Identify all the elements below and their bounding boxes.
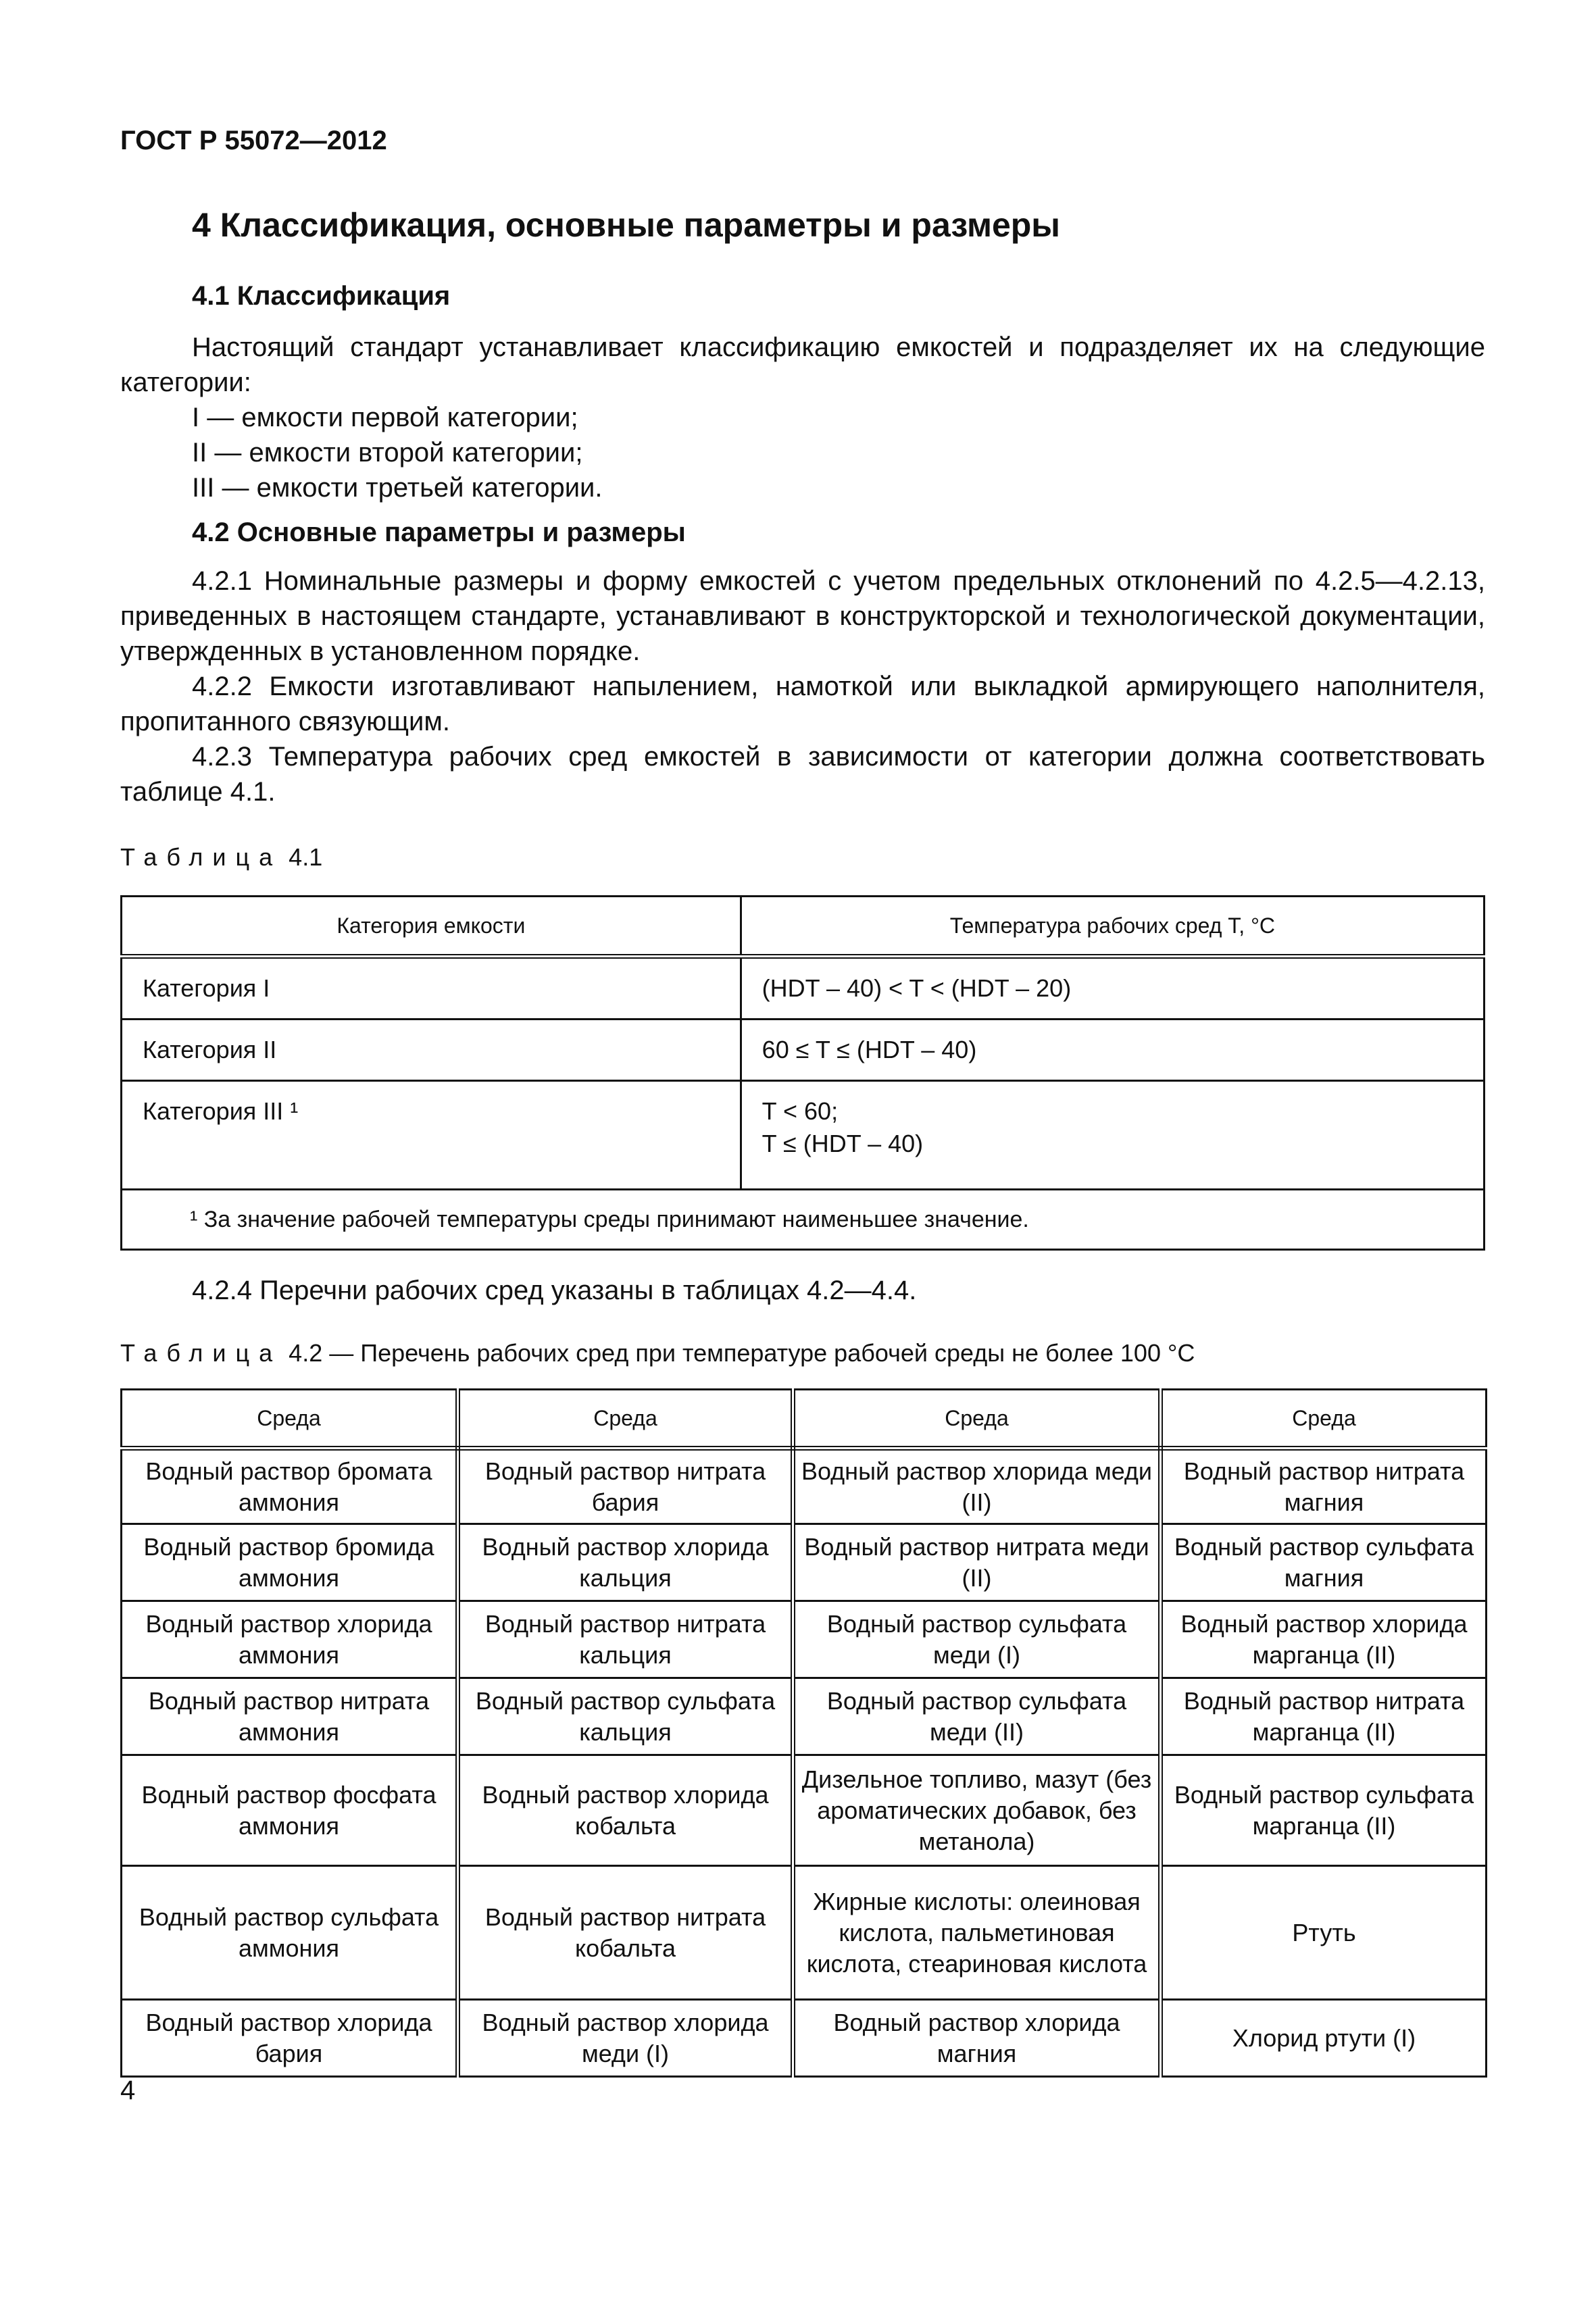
table-cell: Категория I	[122, 957, 741, 1020]
table-cell: Водный раствор нитрата кобальта	[458, 1866, 793, 2000]
table-row	[122, 1020, 1485, 1081]
table-header-cell: Среда	[793, 1390, 1161, 1449]
table-header-cell: Температура рабочих сред T, °C	[741, 897, 1484, 957]
table-4-1-caption	[120, 843, 322, 872]
table-cell: Водный раствор хлорида магния	[793, 2000, 1161, 2077]
table-row	[122, 1755, 1487, 1866]
table-4-2-caption-text: 4.2 — Перечень рабочих сред при температуре рабочей среды не более 100 °C	[289, 1339, 1195, 1367]
table-cell: Водный раствор сульфата кальция	[458, 1678, 793, 1755]
table-header-row	[122, 1390, 1487, 1449]
page-number: 4	[120, 2076, 136, 2105]
table-cell: Жирные кислоты: олеиновая кислота, пальметиновая кислота, стеариновая кислота	[793, 1866, 1161, 2000]
paragraph-4-2-4	[120, 1273, 1485, 1308]
table-cell: Водный раствор сульфата меди (I)	[793, 1601, 1161, 1678]
table-cell: Водный раствор фосфата аммония	[122, 1755, 458, 1866]
paragraph-4-2-2-text: 4.2.2 Емкости изготавливают напылением, намоткой или выкладкой армирующего наполнителя, пропитанного связующим.	[120, 672, 1485, 736]
table-cell: Водный раствор сульфата марганца (II)	[1161, 1755, 1487, 1866]
table-cell: Водный раствор нитрата аммония	[122, 1678, 458, 1755]
table-row	[122, 1524, 1487, 1601]
table-row	[122, 2000, 1487, 2077]
table-header-cell: Среда	[1161, 1390, 1487, 1449]
table-cell-line: T ≤ (HDT – 40)	[762, 1130, 924, 1157]
paragraph-4-2-3-text: 4.2.3 Температура рабочих сред емкостей в зависимости от категории должна соответствовать таблице 4.1.	[120, 742, 1485, 807]
table-cell: Водный раствор хлорида кальция	[458, 1524, 793, 1601]
table-cell: (HDT – 40) < T < (HDT – 20)	[741, 957, 1484, 1020]
table-cell	[741, 1081, 1484, 1190]
table-cell: Водный раствор хлорида меди (II)	[793, 1449, 1161, 1524]
table-cell-line: T < 60;	[762, 1097, 839, 1125]
paragraph-4-2-1-text: 4.2.1 Номинальные размеры и форму емкостей с учетом предельных отклонений по 4.2.5—4.2.13, приведенных в настоящем стандарте, устанавливают в конструкторской и технологической документации, утвержденных в установленном порядке.	[120, 566, 1485, 666]
table-cell: Ртуть	[1161, 1866, 1487, 2000]
table-cell: Водный раствор бромата аммония	[122, 1449, 458, 1524]
paragraph-4-2-2	[120, 669, 1485, 739]
table-footnote: ¹ За значение рабочей температуры среды принимают наименьшее значение.	[122, 1190, 1485, 1250]
table-4-2-caption-word: Таблица	[120, 1339, 282, 1367]
table-row	[122, 1449, 1487, 1524]
subsection-4-1-title: 4.1 Классификация	[192, 281, 451, 311]
table-row	[122, 1866, 1487, 2000]
table-row	[122, 957, 1485, 1020]
subsection-4-2-title: 4.2 Основные параметры и размеры	[192, 518, 686, 547]
table-cell: Водный раствор бромида аммония	[122, 1524, 458, 1601]
table-header-cell: Среда	[458, 1390, 793, 1449]
table-cell: Категория III ¹	[122, 1081, 741, 1190]
table-cell: Водный раствор нитрата магния	[1161, 1449, 1487, 1524]
classification-intro	[120, 330, 1485, 400]
table-cell: Водный раствор нитрата меди (II)	[793, 1524, 1161, 1601]
category-item-3: III — емкости третьей категории.	[192, 473, 603, 503]
table-4-1-caption-word: Таблица	[120, 843, 282, 871]
table-row	[122, 1081, 1485, 1190]
table-4-2	[120, 1388, 1487, 2078]
table-4-1	[120, 895, 1485, 1251]
table-cell: 60 ≤ T ≤ (HDT – 40)	[741, 1020, 1484, 1081]
table-cell: Водный раствор нитрата марганца (II)	[1161, 1678, 1487, 1755]
paragraph-4-2-4-text: 4.2.4 Перечни рабочих сред указаны в таблицах 4.2—4.4.	[192, 1276, 917, 1305]
table-cell: Водный раствор сульфата магния	[1161, 1524, 1487, 1601]
table-cell: Водный раствор нитрата кальция	[458, 1601, 793, 1678]
table-footnote-row	[122, 1190, 1485, 1250]
category-item-1: I — емкости первой категории;	[192, 403, 578, 432]
table-header-row	[122, 897, 1485, 957]
table-row	[122, 1678, 1487, 1755]
table-cell: Водный раствор хлорида меди (I)	[458, 2000, 793, 2077]
table-header-cell: Среда	[122, 1390, 458, 1449]
table-4-2-caption	[120, 1339, 1195, 1367]
standard-code: ГОСТ Р 55072—2012	[120, 126, 387, 155]
category-item-2: II — емкости второй категории;	[192, 438, 583, 468]
table-cell: Водный раствор хлорида аммония	[122, 1601, 458, 1678]
table-cell: Водный раствор сульфата меди (II)	[793, 1678, 1161, 1755]
table-cell: Водный раствор нитрата бария	[458, 1449, 793, 1524]
table-cell: Дизельное топливо, мазут (без ароматических добавок, без метанола)	[793, 1755, 1161, 1866]
paragraph-4-2-3	[120, 739, 1485, 809]
table-cell: Хлорид ртути (I)	[1161, 2000, 1487, 2077]
table-4-1-caption-number: 4.1	[289, 843, 323, 871]
table-cell: Категория II	[122, 1020, 741, 1081]
table-header-cell: Категория емкости	[122, 897, 741, 957]
paragraph-4-2-1	[120, 563, 1485, 669]
table-cell: Водный раствор хлорида бария	[122, 2000, 458, 2077]
classification-intro-text: Настоящий стандарт устанавливает классификацию емкостей и подразделяет их на следующие категории:	[120, 332, 1485, 397]
section-title: 4 Классификация, основные параметры и размеры	[192, 206, 1061, 244]
table-cell: Водный раствор хлорида кобальта	[458, 1755, 793, 1866]
table-cell: Водный раствор хлорида марганца (II)	[1161, 1601, 1487, 1678]
table-row	[122, 1601, 1487, 1678]
table-cell: Водный раствор сульфата аммония	[122, 1866, 458, 2000]
